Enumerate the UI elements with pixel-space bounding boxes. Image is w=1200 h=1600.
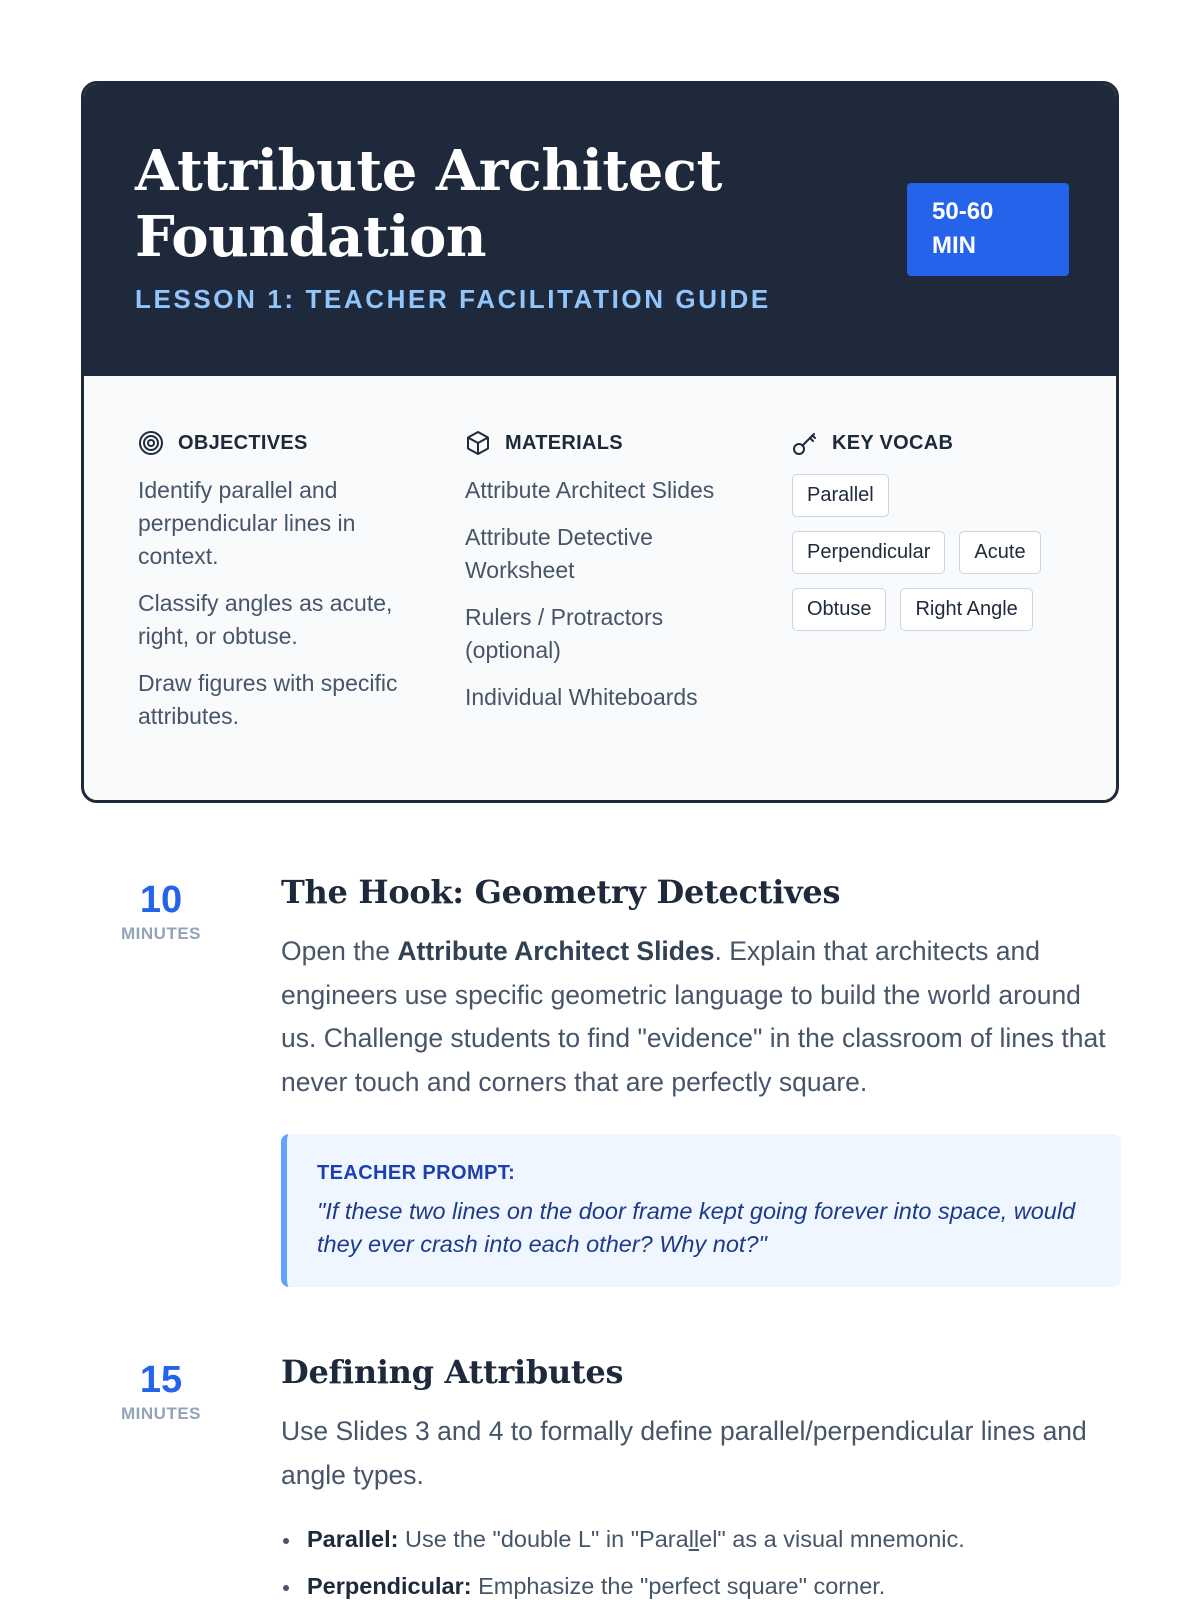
material-item: Rulers / Protractors (optional): [465, 604, 664, 663]
section-minutes-unit: MINUTES: [121, 1404, 201, 1423]
vocab-chips: [792, 474, 1092, 645]
vocab-chip-parallel: Parallel: [792, 474, 889, 517]
teacher-prompt-box: [281, 1134, 1121, 1287]
section-minutes-unit: MINUTES: [121, 924, 201, 943]
teacher-prompt-text: "If these two lines on the door frame kept going forever into space, would they ever crash into each other? Why not?": [317, 1198, 1076, 1257]
section-title: Defining Attributes: [281, 1353, 624, 1391]
lesson-title: Attribute Architect Foundation: [135, 138, 722, 270]
material-item: Attribute Detective Worksheet: [465, 524, 653, 583]
section-time: [100, 878, 222, 944]
section-text-emphasis: Attribute Architect Slides: [397, 936, 715, 966]
section-body: [281, 1352, 1121, 1600]
lesson-header: [84, 84, 1116, 376]
section-time: [100, 1358, 222, 1424]
teacher-prompt-label: TEACHER PROMPT:: [317, 1162, 516, 1184]
objectives-list: [138, 474, 408, 747]
vocab-chip-perpendicular: Perpendicular: [792, 531, 945, 574]
lesson-overview-card: [81, 81, 1119, 803]
lesson-subtitle: LESSON 1: TEACHER FACILITATION GUIDE: [135, 284, 771, 314]
vocab-chip-acute: Acute: [959, 531, 1040, 574]
materials-list: [465, 474, 735, 728]
duration-badge: 50-60 MIN: [907, 183, 1069, 276]
attribute-bullet-list: [281, 1523, 1121, 1600]
vocab-heading: [792, 428, 953, 458]
objective-item: Identify parallel and perpendicular lines in context.: [138, 477, 356, 569]
section-minutes: 15: [139, 1359, 183, 1401]
materials-heading: [465, 428, 623, 458]
materials-heading-label: MATERIALS: [505, 431, 623, 454]
key-icon: [792, 430, 818, 456]
section-text: Open the Attribute Architect Slides. Explain that architects and engineers use specific geometric language to build the world around us. Challenge students to find "evidence" in the classroom of lines that never touch and corners that are perfectly square.: [281, 936, 1106, 1097]
material-item: Attribute Architect Slides: [465, 477, 715, 503]
lesson-overview-body: [84, 376, 1116, 803]
objective-item: Classify angles as acute, right, or obtuse.: [138, 590, 393, 649]
objectives-heading: [138, 428, 308, 458]
list-item: Parallel: Use the "double L" in "Parallel" as a visual mnemonic.: [281, 1523, 1121, 1556]
vocab-chip-right-angle: Right Angle: [900, 588, 1032, 631]
list-item: Perpendicular: Emphasize the "perfect square" corner.: [281, 1570, 1121, 1600]
target-icon: [138, 430, 164, 456]
vocab-heading-label: KEY VOCAB: [832, 431, 954, 454]
section-body: [281, 872, 1121, 1287]
objectives-heading-label: OBJECTIVES: [178, 431, 308, 454]
section-title: The Hook: Geometry Detectives: [281, 873, 841, 911]
material-item: Individual Whiteboards: [465, 684, 698, 710]
vocab-chip-obtuse: Obtuse: [792, 588, 886, 631]
box-icon: [465, 430, 491, 456]
objective-item: Draw figures with specific attributes.: [138, 670, 398, 729]
section-text: Use Slides 3 and 4 to formally define parallel/perpendicular lines and angle types.: [281, 1416, 1087, 1490]
section-minutes: 10: [139, 879, 183, 921]
